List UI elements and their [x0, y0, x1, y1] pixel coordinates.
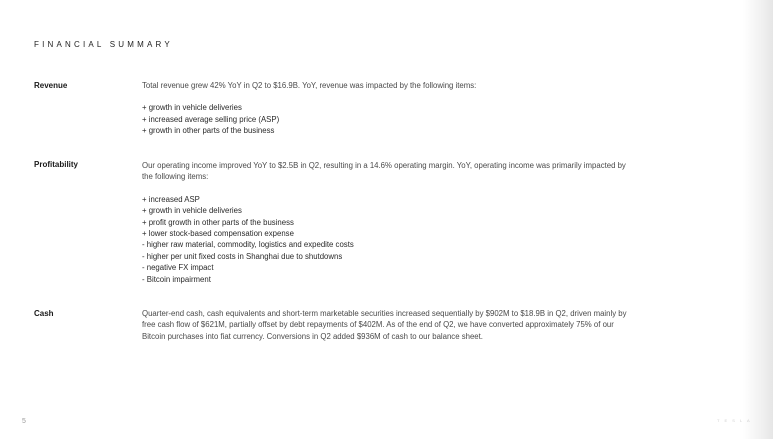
cash-section — [142, 308, 627, 342]
list-item: + increased ASP — [142, 194, 200, 204]
list-item: - Bitcoin impairment — [142, 274, 211, 284]
list-item: - higher raw material, commodity, logistics and expedite costs — [142, 240, 354, 250]
revenue-text: Total revenue grew 42% YoY in Q2 to $16.9B. YoY, revenue was impacted by the following items: — [142, 81, 477, 90]
revenue-items — [142, 102, 627, 136]
revenue-section — [142, 80, 627, 137]
profitability-items — [142, 194, 627, 285]
cash-text: Quarter-end cash, cash equivalents and short-term marketable securities increased sequentially by $902M to $18.9B in Q2, driven mainly by free cash flow of $621M, partially offset by debt repayments of $402M. As of the end of Q2, we have converted approximately 75% of our Bitcoin purchases into fiat currency. Conversions in Q2 added $936M of cash to our balance sheet. — [142, 309, 627, 341]
page-title: FINANCIAL SUMMARY — [34, 40, 173, 49]
list-item: - negative FX impact — [142, 263, 214, 273]
list-item: + increased average selling price (ASP) — [142, 114, 280, 124]
list-item: + growth in other parts of the business — [142, 126, 275, 136]
list-item: + growth in vehicle deliveries — [142, 103, 242, 113]
page-number: 5 — [22, 418, 26, 425]
revenue-label: Revenue — [34, 81, 68, 90]
profitability-section — [142, 160, 627, 285]
list-item: + growth in vehicle deliveries — [142, 206, 242, 216]
logo: T E S L A — [717, 418, 752, 423]
profitability-text: Our operating income improved YoY to $2.5B in Q2, resulting in a 14.6% operating margin. YoY, operating income was primarily impacted by the following items: — [142, 161, 626, 182]
list-item: + profit growth in other parts of the business — [142, 217, 294, 227]
list-item: - higher per unit fixed costs in Shanghai due to shutdowns — [142, 251, 343, 261]
cash-label: Cash — [34, 309, 54, 318]
list-item: + lower stock-based compensation expense — [142, 229, 294, 239]
page-edge-shadow — [743, 0, 773, 439]
profitability-label: Profitability — [34, 160, 79, 169]
